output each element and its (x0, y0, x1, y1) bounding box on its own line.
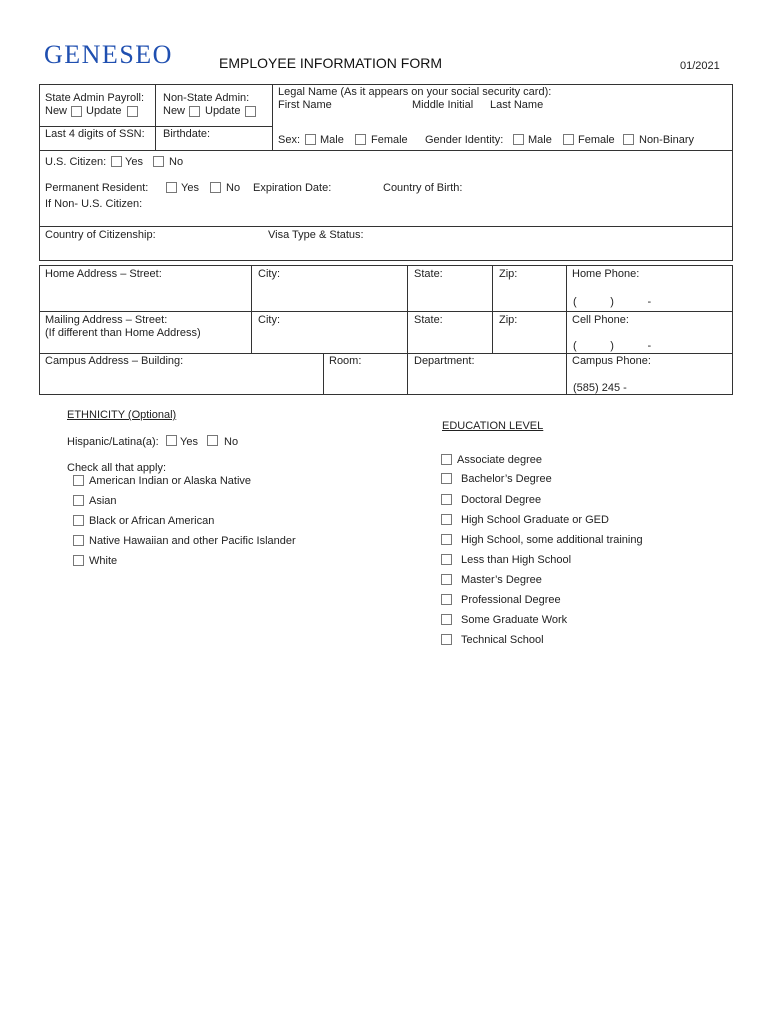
nonstate-new-checkbox[interactable] (189, 106, 200, 117)
ethnicity-option-label: Black or African American (89, 515, 215, 527)
education-checkbox[interactable] (441, 454, 452, 465)
education-option-label: High School, some additional training (461, 534, 643, 546)
education-checkbox[interactable] (441, 534, 452, 545)
gi-male-checkbox[interactable] (513, 134, 524, 145)
mail-zip-label: Zip: (499, 314, 518, 326)
table-divider (272, 84, 273, 150)
form-date: 01/2021 (680, 60, 720, 72)
education-option-label: Some Graduate Work (461, 614, 568, 626)
education-checkbox[interactable] (441, 614, 452, 625)
nonstate-update-label: Update (205, 105, 241, 117)
education-option-label: Technical School (461, 634, 544, 646)
pr-no-label: No (226, 182, 241, 194)
home-state-label: State: (414, 268, 443, 280)
education-checkbox[interactable] (441, 494, 452, 505)
nonstate-admin-label: Non-State Admin: (163, 92, 250, 104)
education-heading: EDUCATION LEVEL (442, 420, 544, 432)
pr-yes-checkbox[interactable] (166, 182, 177, 193)
education-option-label: Master’s Degree (461, 574, 542, 586)
state-admin-label: State Admin Payroll: (45, 92, 145, 104)
us-citizen-yes-label: Yes (125, 156, 143, 168)
home-phone-format: ( ) - (573, 296, 652, 308)
legal-name-label: Legal Name (As it appears on your social security card): (278, 86, 552, 98)
department-label: Department: (414, 355, 475, 367)
last-name-label: Last Name (490, 99, 544, 111)
ssn-label: Last 4 digits of SSN: (45, 128, 145, 140)
if-non-us-label: If Non- U.S. Citizen: (45, 198, 143, 210)
sex-female-checkbox[interactable] (355, 134, 366, 145)
education-option-label: Associate degree (457, 454, 542, 466)
expiration-date-label: Expiration Date: (253, 182, 332, 194)
gender-identity-label: Gender Identity: (425, 134, 504, 146)
gi-male-label: Male (528, 134, 552, 146)
hispanic-no-label: No (224, 436, 239, 448)
ethnicity-checkbox[interactable] (73, 515, 84, 526)
table-divider (407, 265, 408, 395)
ethnicity-heading: ETHNICITY (Optional) (67, 409, 177, 421)
campus-phone-label: Campus Phone: (572, 355, 651, 367)
table-divider (492, 265, 493, 353)
education-option-label: Bachelor’s Degree (461, 473, 552, 485)
education-checkbox[interactable] (441, 574, 452, 585)
middle-initial-label: Middle Initial (412, 99, 474, 111)
birthdate-label: Birthdate: (163, 128, 211, 140)
state-new-checkbox[interactable] (71, 106, 82, 117)
ethnicity-checkbox[interactable] (73, 475, 84, 486)
table-divider (39, 260, 733, 261)
home-phone-label: Home Phone: (572, 268, 640, 280)
sex-male-checkbox[interactable] (305, 134, 316, 145)
mail-city-label: City: (258, 314, 280, 326)
country-of-birth-label: Country of Birth: (383, 182, 463, 194)
us-citizen-yes-checkbox[interactable] (111, 156, 122, 167)
us-citizen-no-checkbox[interactable] (153, 156, 164, 167)
table-border-left (39, 84, 40, 261)
table-divider (39, 150, 733, 151)
gi-female-checkbox[interactable] (563, 134, 574, 145)
table-divider (323, 353, 324, 394)
cell-phone-label: Cell Phone: (572, 314, 629, 326)
hispanic-yes-label: Yes (180, 436, 198, 448)
table-divider (155, 84, 156, 150)
table-divider (39, 353, 733, 354)
education-checkbox[interactable] (441, 594, 452, 605)
ethnicity-checkbox[interactable] (73, 535, 84, 546)
us-citizen-no-label: No (169, 156, 184, 168)
education-checkbox[interactable] (441, 514, 452, 525)
table-border-right (732, 265, 733, 395)
sex-label: Sex: (278, 134, 301, 146)
pr-no-checkbox[interactable] (210, 182, 221, 193)
ethnicity-option-label: Asian (89, 495, 117, 507)
hispanic-label: Hispanic/Latina(a): (67, 436, 159, 448)
sex-female-label: Female (371, 134, 408, 146)
education-checkbox[interactable] (441, 473, 452, 484)
hispanic-no-checkbox[interactable] (207, 435, 218, 446)
campus-building-label: Campus Address – Building: (45, 355, 184, 367)
pr-yes-label: Yes (181, 182, 199, 194)
home-street-label: Home Address – Street: (45, 268, 162, 280)
education-option-label: Less than High School (461, 554, 572, 566)
table-divider (251, 265, 252, 353)
education-checkbox[interactable] (441, 634, 452, 645)
gi-nonbinary-label: Non-Binary (639, 134, 695, 146)
ethnicity-checkbox[interactable] (73, 555, 84, 566)
first-name-label: First Name (278, 99, 332, 111)
geneseo-logo: GENESEO (44, 40, 173, 69)
education-option-label: Doctoral Degree (461, 494, 542, 506)
check-all-label: Check all that apply: (67, 462, 167, 474)
campus-phone-value: (585) 245 - (573, 382, 627, 394)
ethnicity-checkbox[interactable] (73, 495, 84, 506)
table-border-top (39, 265, 733, 266)
room-label: Room: (329, 355, 362, 367)
form-title: EMPLOYEE INFORMATION FORM (219, 55, 442, 71)
home-zip-label: Zip: (499, 268, 518, 280)
state-new-label: New (45, 105, 68, 117)
table-border-right (732, 84, 733, 261)
state-update-label: Update (86, 105, 122, 117)
mailing-street-label: Mailing Address – Street: (45, 314, 168, 326)
education-option-label: Professional Degree (461, 594, 561, 606)
home-city-label: City: (258, 268, 280, 280)
us-citizen-label: U.S. Citizen: (45, 156, 107, 168)
table-border-bottom (39, 394, 733, 395)
sex-male-label: Male (320, 134, 344, 146)
mail-state-label: State: (414, 314, 443, 326)
table-border-top (39, 84, 733, 85)
country-of-citizenship-label: Country of Citizenship: (45, 229, 156, 241)
table-divider (39, 311, 733, 312)
ethnicity-option-label: White (89, 555, 118, 567)
education-checkbox[interactable] (441, 554, 452, 565)
ethnicity-option-label: Native Hawaiian and other Pacific Islander (89, 535, 296, 547)
gi-female-label: Female (578, 134, 615, 146)
gi-nonbinary-checkbox[interactable] (623, 134, 634, 145)
mailing-note: (If different than Home Address) (45, 327, 201, 339)
table-border-left (39, 265, 40, 395)
table-divider (39, 226, 733, 227)
state-update-checkbox[interactable] (127, 106, 138, 117)
hispanic-yes-checkbox[interactable] (166, 435, 177, 446)
ethnicity-option-label: American Indian or Alaska Native (89, 475, 252, 487)
education-option-label: High School Graduate or GED (461, 514, 609, 526)
nonstate-new-label: New (163, 105, 186, 117)
visa-type-label: Visa Type & Status: (268, 229, 364, 241)
permanent-resident-label: Permanent Resident: (45, 182, 149, 194)
table-divider (39, 126, 273, 127)
nonstate-update-checkbox[interactable] (245, 106, 256, 117)
table-divider (566, 265, 567, 395)
cell-phone-format: ( ) - (573, 340, 652, 352)
